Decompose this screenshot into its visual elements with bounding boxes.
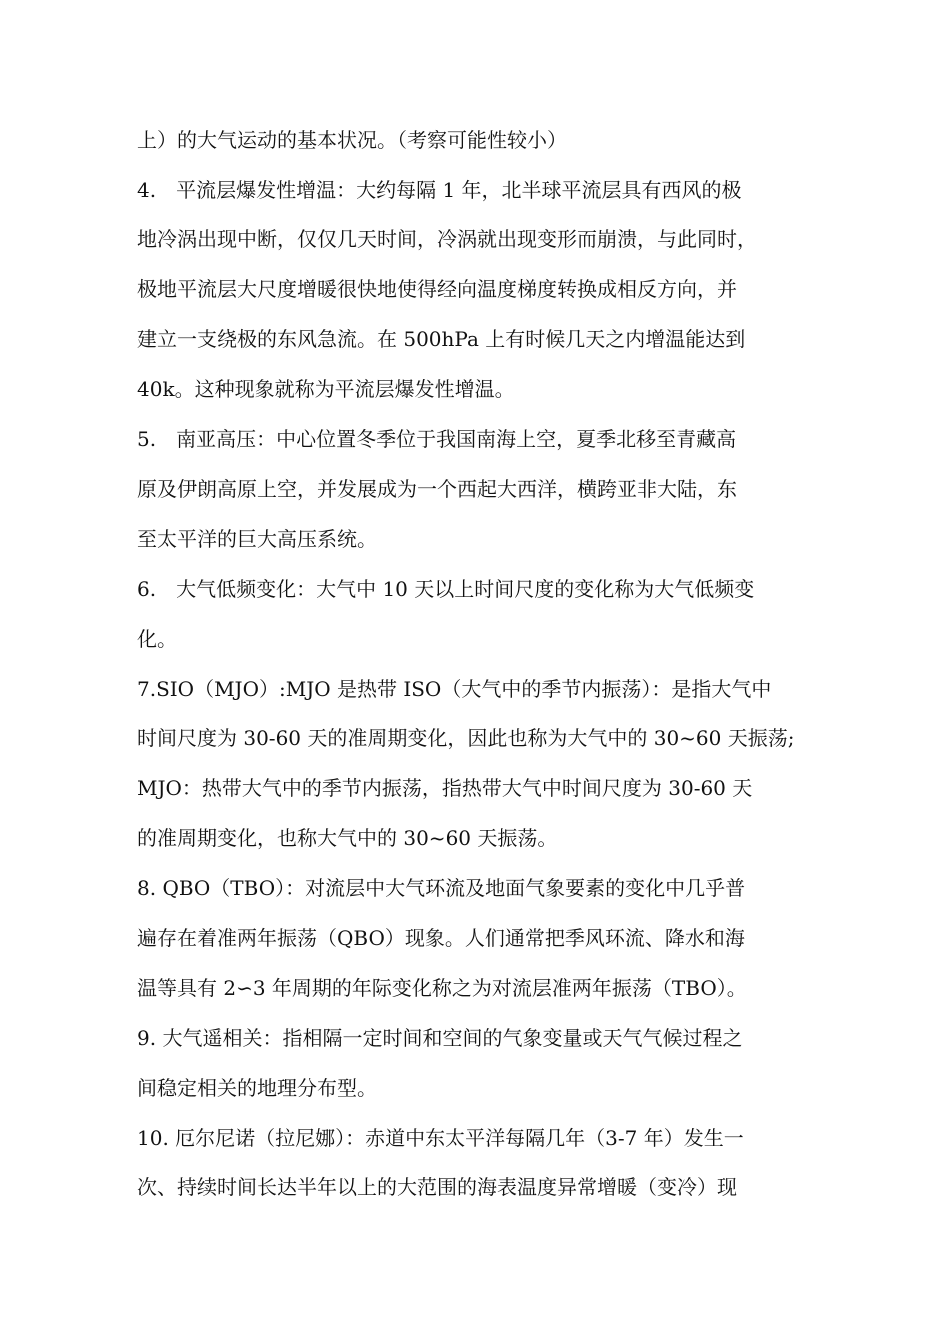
- text-line: 化。: [137, 627, 177, 651]
- text-line: 时间尺度为 30-60 天的准周期变化，因此也称为大气中的 30~60 天振荡;: [137, 726, 795, 750]
- text-line: 10. 厄尔尼诺（拉尼娜）：赤道中东太平洋每隔几年（3-7 年）发生一: [137, 1126, 744, 1150]
- text-line: 7.SIO（MJO）:MJO 是热带 ISO（大气中的季节内振荡）：是指大气中: [137, 677, 772, 701]
- text-line: 间稳定相关的地理分布型。: [137, 1076, 377, 1100]
- text-line: 上）的大气运动的基本状况。（考察可能性较小）: [137, 128, 567, 152]
- text-line: 8. QBO（TBO）：对流层中大气环流及地面气象要素的变化中几乎普: [137, 876, 746, 900]
- text-line: 次、持续时间长达半年以上的大范围的海表温度异常增暖（变冷）现: [137, 1175, 737, 1199]
- text-line: 40k。这种现象就称为平流层爆发性增温。: [137, 377, 515, 401]
- text-line: 温等具有 2∽3 年周期的年际变化称之为对流层准两年振荡（TBO）。: [137, 976, 747, 1000]
- text-line: 的准周期变化，也称大气中的 30~60 天振荡。: [137, 826, 558, 850]
- text-line: 极地平流层大尺度增暖很快地使得经向温度梯度转换成相反方向，并: [137, 277, 737, 301]
- text-line: 5. 南亚高压：中心位置冬季位于我国南海上空，夏季北移至青藏高: [137, 427, 737, 451]
- text-line: 4. 平流层爆发性增温：大约每隔 1 年，北半球平流层具有西风的极: [137, 178, 742, 202]
- text-line: 至太平洋的巨大高压系统。: [137, 527, 377, 551]
- text-line: 建立一支绕极的东风急流。在 500hPa 上有时候几天之内增温能达到: [137, 327, 746, 351]
- text-line: MJO：热带大气中的季节内振荡，指热带大气中时间尺度为 30-60 天: [137, 776, 753, 800]
- text-line: 6. 大气低频变化：大气中 10 天以上时间尺度的变化称为大气低频变: [137, 577, 755, 601]
- text-line: 原及伊朗高原上空，并发展成为一个西起大西洋，横跨亚非大陆，东: [137, 477, 737, 501]
- text-line: 遍存在着准两年振荡（QBO）现象。人们通常把季风环流、降水和海: [137, 926, 745, 950]
- text-line: 地冷涡出现中断，仅仅几天时间，冷涡就出现变形而崩溃，与此同时，: [137, 227, 757, 251]
- text-line: 9. 大气遥相关：指相隔一定时间和空间的气象变量或天气气候过程之: [137, 1026, 743, 1050]
